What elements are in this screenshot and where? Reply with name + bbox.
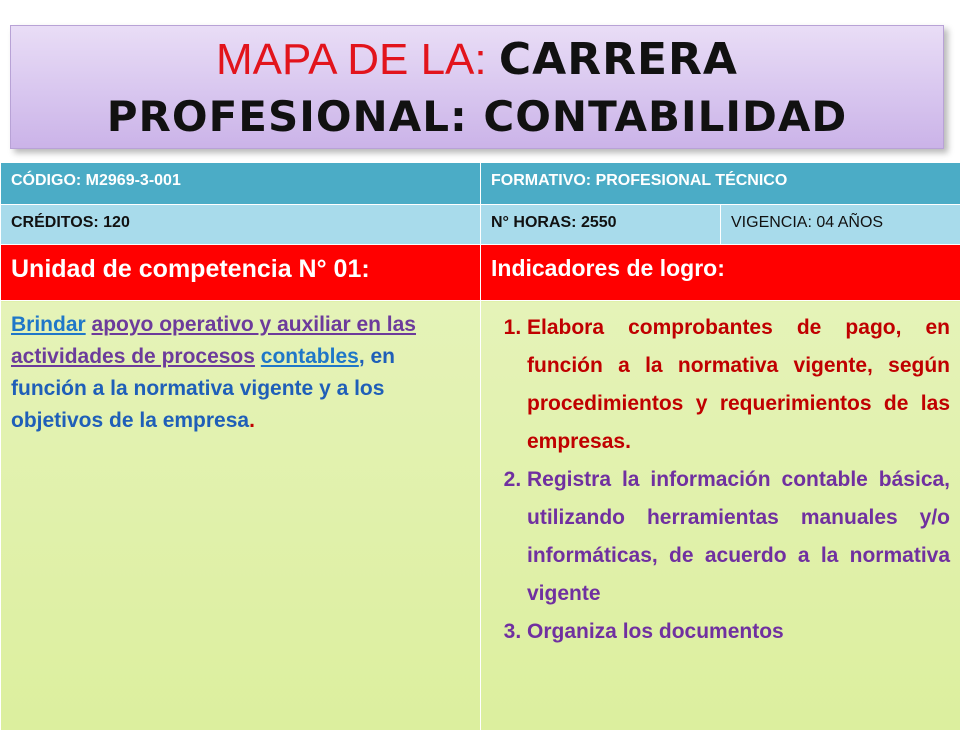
competencia-header-row — [1, 245, 960, 301]
competencia-verb: Brindar — [11, 313, 86, 336]
competencia-text-cell — [1, 301, 481, 731]
title-prefix: MAPA DE LA: — [216, 35, 487, 84]
title-line-2: PROFESIONAL: CONTABILIDAD — [11, 92, 943, 142]
formativo-cell: FORMATIVO: PROFESIONAL TÉCNICO — [481, 163, 960, 205]
competencia-condition: , en función a la normativa vigente y a los objetivos de la empresa — [11, 345, 395, 432]
indicadores-list — [491, 309, 950, 651]
info-row-2 — [1, 205, 960, 245]
title-line-1 — [11, 34, 943, 86]
content-row — [1, 301, 960, 731]
vigencia-cell: VIGENCIA: 04 AÑOS — [721, 205, 960, 245]
competencia-object: apoyo operativo y auxiliar en las actividades de procesos — [11, 313, 416, 368]
competencia-description — [11, 309, 470, 437]
competencia-domain: contables — [261, 345, 359, 368]
title-banner — [10, 25, 944, 149]
title-career-word: CARRERA — [499, 34, 738, 85]
indicadores-header: Indicadores de logro: — [481, 245, 960, 301]
info-row-1 — [1, 163, 960, 205]
creditos-cell: CRÉDITOS: 120 — [1, 205, 481, 245]
codigo-cell: CÓDIGO: M2969-3-001 — [1, 163, 481, 205]
indicador-item: 3. Organiza los documentos — [527, 613, 950, 651]
competencia-period: . — [249, 409, 255, 432]
career-map-table — [0, 162, 960, 731]
indicador-item: 1. Elabora comprobantes de pago, en función a la normativa vigente, según procedimientos y requerimientos de las empresas. — [527, 309, 950, 461]
competencia-header: Unidad de competencia N° 01: — [1, 245, 481, 301]
horas-cell: N° HORAS: 2550 — [481, 205, 721, 245]
indicadores-cell — [481, 301, 960, 731]
indicador-item: 2. Registra la información contable básica, utilizando herramientas manuales y/o informáticas, de acuerdo a la normativa vigente — [527, 461, 950, 613]
